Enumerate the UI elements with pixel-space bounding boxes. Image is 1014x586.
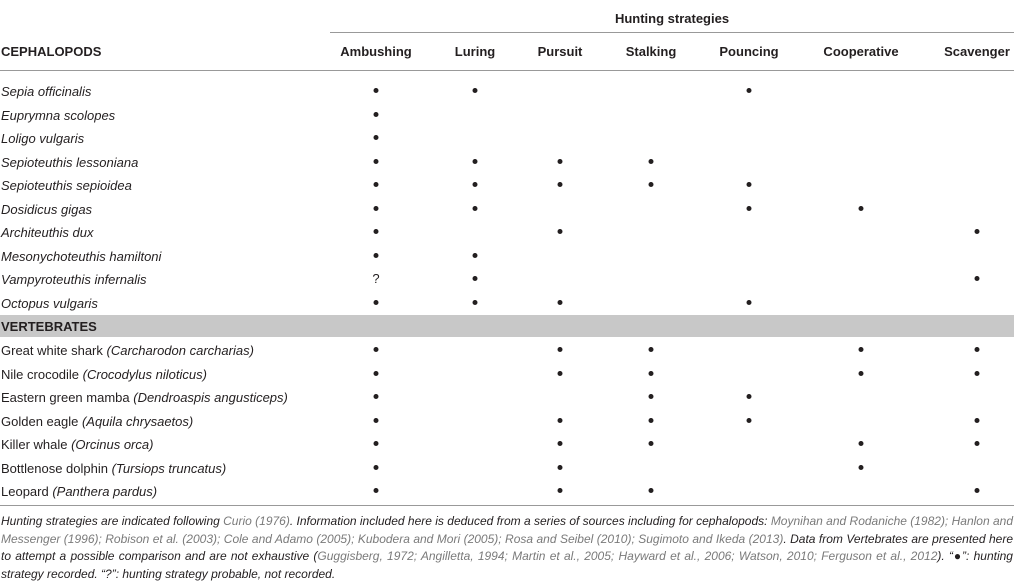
header-rule — [0, 70, 1014, 71]
scientific-name: Sepia officinalis — [1, 84, 92, 99]
common-name: Leopard — [1, 484, 53, 499]
common-name: Eastern green mamba — [1, 390, 134, 405]
recorded-mark-stalking — [649, 488, 654, 493]
recorded-mark-stalking — [649, 347, 654, 352]
recorded-mark-cooperative — [859, 441, 864, 446]
scientific-name: Sepioteuthis sepioidea — [1, 178, 132, 193]
recorded-mark-pouncing — [747, 206, 752, 211]
cephalopods-heading: CEPHALOPODS — [1, 44, 102, 59]
table-row — [0, 268, 1014, 292]
recorded-mark-ambushing — [374, 112, 379, 117]
footnote-text-1: Hunting strategies are indicated following — [1, 514, 224, 528]
recorded-mark-scavenger — [975, 441, 980, 446]
recorded-mark-pursuit — [558, 182, 563, 187]
species-name — [1, 343, 254, 358]
species-name — [1, 437, 153, 452]
species-name — [1, 461, 226, 476]
col-header-cooperative: Cooperative — [823, 44, 899, 59]
recorded-mark-pursuit — [558, 465, 563, 470]
recorded-mark-ambushing — [374, 229, 379, 234]
recorded-mark-pouncing — [747, 300, 752, 305]
species-name — [1, 272, 146, 287]
table-row — [0, 480, 1014, 504]
scientific-name: (Panthera pardus) — [52, 484, 158, 499]
footnote-citation-2[interactable]: Moynihan and Rodaniche (1982); Hanlon and Messenger (1996); Robison et al. (2003); Cole and Adamo (2005); Kubodera and Mori (2005); Rosa and Seibel (2010); Sugimoto and Ikeda (2013) — [1, 514, 1013, 546]
recorded-mark-cooperative — [859, 347, 864, 352]
scientific-name: (Orcinus orca) — [71, 437, 154, 452]
group-title: Hunting strategies — [614, 11, 730, 26]
col-header-pursuit: Pursuit — [537, 44, 583, 59]
recorded-mark-ambushing — [374, 300, 379, 305]
table-row — [0, 104, 1014, 128]
table-row — [0, 80, 1014, 104]
recorded-mark-cooperative — [859, 371, 864, 376]
recorded-mark-ambushing — [374, 182, 379, 187]
scientific-name: Loligo vulgaris — [1, 131, 85, 146]
table-row — [0, 245, 1014, 269]
species-name — [1, 414, 193, 429]
recorded-mark-pouncing — [747, 418, 752, 423]
recorded-mark-pursuit — [558, 418, 563, 423]
table-row — [0, 410, 1014, 434]
scientific-name: Sepioteuthis lessoniana — [1, 154, 139, 170]
species-name — [1, 296, 98, 311]
scientific-name: Vampyroteuthis infernalis — [1, 272, 147, 287]
recorded-mark-ambushing — [374, 253, 379, 258]
col-header-scavenger: Scavenger — [944, 44, 1010, 59]
recorded-mark-ambushing — [374, 465, 379, 470]
table-row — [0, 292, 1014, 316]
scientific-name: Octopus vulgaris — [1, 295, 98, 311]
recorded-mark-pursuit — [558, 300, 563, 305]
species-name — [1, 225, 94, 240]
recorded-mark-stalking — [649, 394, 654, 399]
recorded-mark-pursuit — [558, 347, 563, 352]
species-name — [1, 84, 91, 99]
col-header-pouncing: Pouncing — [719, 44, 779, 59]
footnote-text-2: . Information included here is deduced from a series of sources including for cephalopods: — [289, 514, 771, 528]
col-header-luring: Luring — [454, 44, 496, 59]
table-row — [0, 127, 1014, 151]
table-row — [0, 339, 1014, 363]
recorded-mark-scavenger — [975, 488, 980, 493]
species-name — [1, 155, 138, 170]
species-name — [1, 131, 84, 146]
recorded-mark-luring — [473, 206, 478, 211]
recorded-mark-cooperative — [859, 206, 864, 211]
footnote-text-4: ). “●”: hunting strategy recorded. “?”: hunting strategy probable, not recorded. — [1, 549, 1013, 581]
recorded-mark-luring — [473, 88, 478, 93]
recorded-mark-ambushing — [374, 488, 379, 493]
recorded-mark-ambushing — [374, 159, 379, 164]
probable-mark-ambushing: ? — [372, 271, 380, 286]
recorded-mark-stalking — [649, 371, 654, 376]
recorded-mark-ambushing — [374, 394, 379, 399]
common-name: Killer whale — [1, 437, 72, 452]
recorded-mark-ambushing — [374, 88, 379, 93]
recorded-mark-luring — [473, 182, 478, 187]
table-row — [0, 174, 1014, 198]
common-name: Bottlenose dolphin — [1, 460, 112, 476]
species-name — [1, 108, 115, 123]
scientific-name: (Tursiops truncatus) — [111, 460, 227, 476]
recorded-mark-luring — [473, 300, 478, 305]
footnote-citation-1[interactable]: Curio (1976) — [223, 514, 290, 528]
table-row — [0, 363, 1014, 387]
table-row — [0, 457, 1014, 481]
species-name — [1, 178, 132, 193]
recorded-mark-ambushing — [374, 135, 379, 140]
common-name: Great white shark — [1, 343, 107, 358]
table-row — [0, 151, 1014, 175]
recorded-mark-ambushing — [374, 347, 379, 352]
table-row — [0, 198, 1014, 222]
bottom-rule — [0, 505, 1014, 506]
recorded-mark-pursuit — [558, 159, 563, 164]
recorded-mark-luring — [473, 276, 478, 281]
scientific-name: Euprymna scolopes — [1, 107, 116, 123]
species-name — [1, 249, 161, 264]
recorded-mark-pouncing — [747, 88, 752, 93]
recorded-mark-scavenger — [975, 418, 980, 423]
scientific-name: (Dendroaspis angusticeps) — [133, 390, 288, 405]
recorded-mark-scavenger — [975, 276, 980, 281]
recorded-mark-pouncing — [747, 182, 752, 187]
species-name — [1, 390, 288, 405]
scientific-name: (Aquila chrysaetos) — [81, 413, 194, 429]
recorded-mark-stalking — [649, 182, 654, 187]
group-rule — [330, 32, 1014, 33]
recorded-mark-stalking — [649, 441, 654, 446]
recorded-mark-ambushing — [374, 418, 379, 423]
recorded-mark-pursuit — [558, 229, 563, 234]
footnote-citation-3[interactable]: Guggisberg, 1972; Angilletta, 1994; Martin et al., 2005; Hayward et al., 2006; Watson, 2010; Ferguson et al., 2012 — [317, 549, 938, 563]
col-header-stalking: Stalking — [625, 44, 677, 59]
scientific-name: (Crocodylus niloticus) — [82, 366, 207, 382]
recorded-mark-pursuit — [558, 371, 563, 376]
species-name — [1, 484, 157, 499]
col-header-ambushing: Ambushing — [340, 44, 412, 59]
scientific-name: Mesonychoteuthis hamiltoni — [1, 248, 162, 264]
vertebrates-heading: VERTEBRATES — [1, 319, 97, 334]
common-name: Golden eagle — [1, 413, 82, 429]
scientific-name: (Carcharodon carcharias) — [106, 343, 254, 358]
recorded-mark-pouncing — [747, 394, 752, 399]
species-name — [1, 367, 207, 382]
recorded-mark-pursuit — [558, 488, 563, 493]
recorded-mark-scavenger — [975, 371, 980, 376]
recorded-mark-ambushing — [374, 206, 379, 211]
common-name: Nile crocodile — [1, 366, 83, 382]
recorded-mark-scavenger — [975, 229, 980, 234]
recorded-mark-scavenger — [975, 347, 980, 352]
table-row — [0, 433, 1014, 457]
table-row — [0, 221, 1014, 245]
recorded-mark-luring — [473, 253, 478, 258]
scientific-name: Architeuthis dux — [1, 225, 94, 240]
recorded-mark-ambushing — [374, 441, 379, 446]
column-group-header — [0, 0, 1014, 36]
footnote-text-3: . Data from Vertebrates are presented here to attempt a possible comparison and are not exhaustive ( — [1, 531, 1013, 563]
recorded-mark-stalking — [649, 159, 654, 164]
species-name — [1, 202, 92, 217]
scientific-name: Dosidicus gigas — [1, 201, 93, 217]
column-header-row — [0, 36, 1014, 68]
recorded-mark-ambushing — [374, 371, 379, 376]
table-row — [0, 386, 1014, 410]
recorded-mark-pursuit — [558, 441, 563, 446]
recorded-mark-luring — [473, 159, 478, 164]
table-footnote — [1, 513, 1013, 583]
vertebrates-section-header — [0, 315, 1014, 337]
recorded-mark-cooperative — [859, 465, 864, 470]
recorded-mark-stalking — [649, 418, 654, 423]
